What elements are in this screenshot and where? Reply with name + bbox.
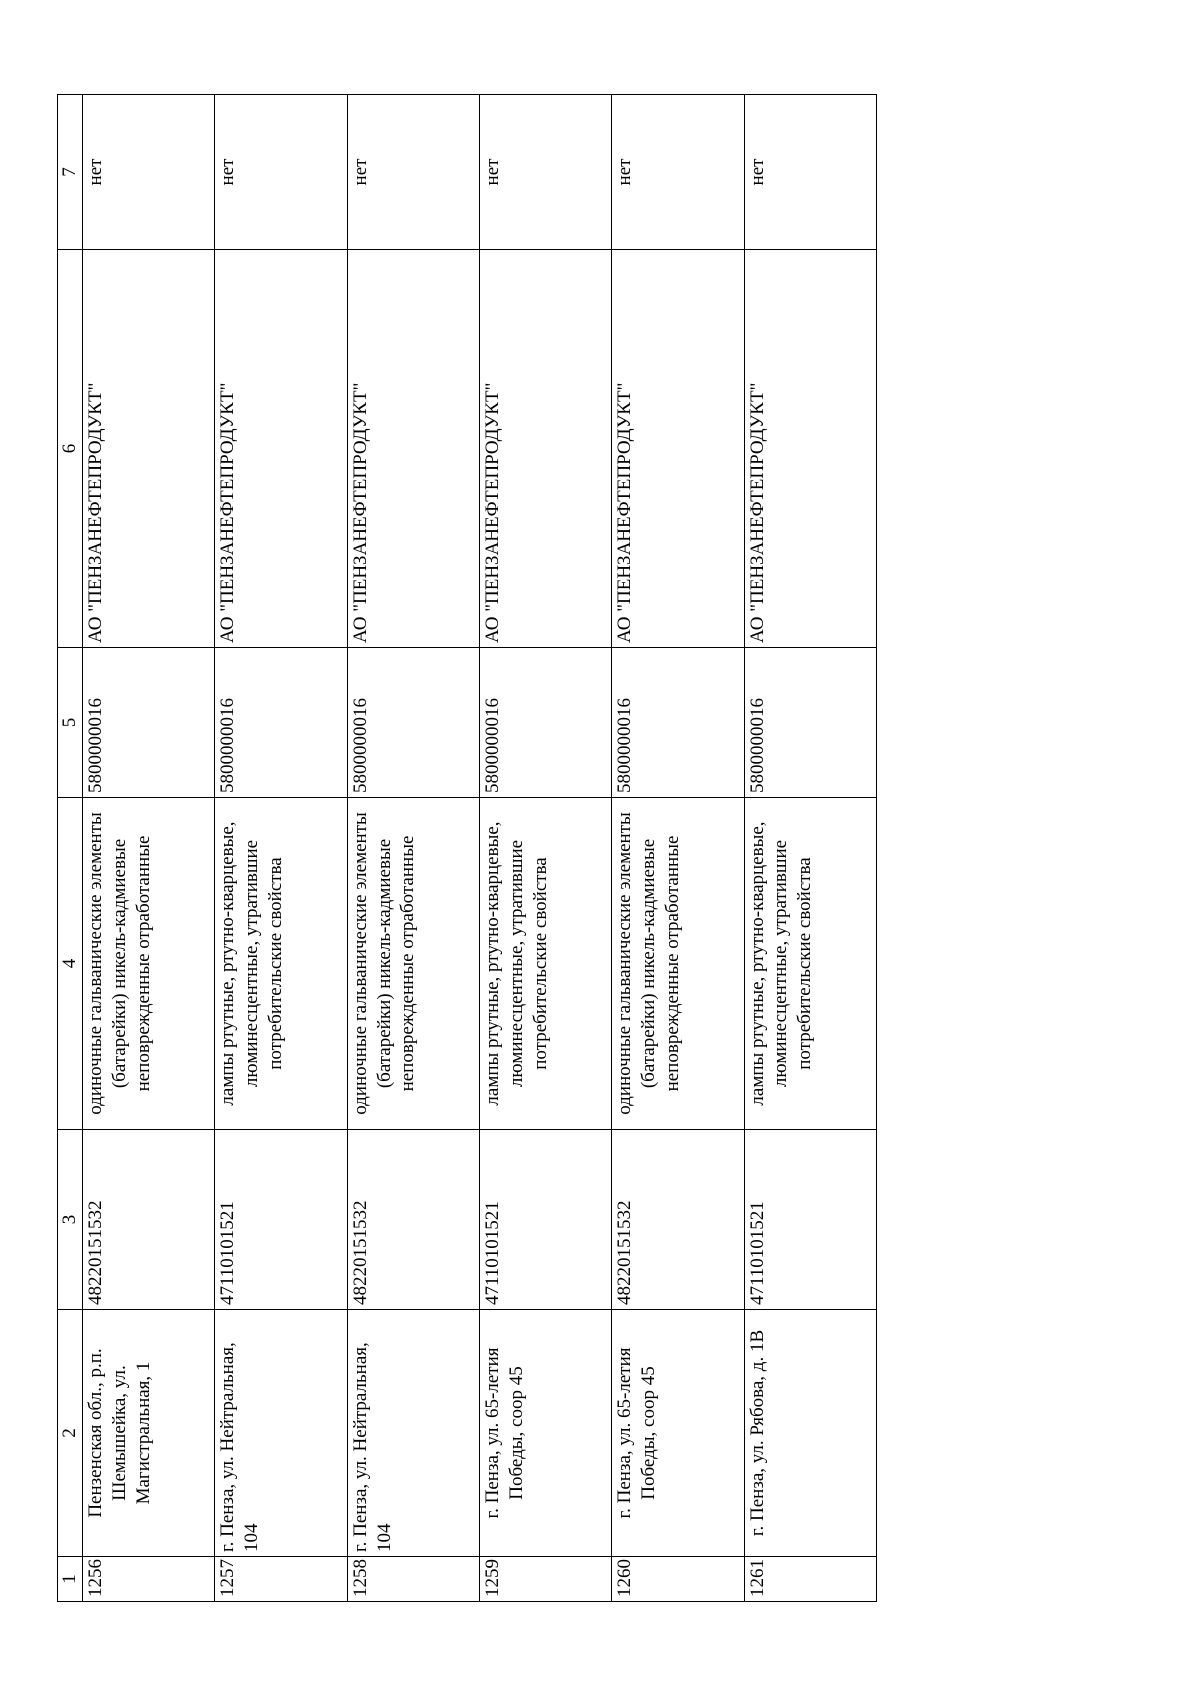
- organization-cell: АО "ПЕНЗАНЕФТЕПРОДУКТ": [83, 250, 215, 648]
- inn-cell: 5800000016: [480, 648, 612, 798]
- flag-cell: нет: [480, 95, 612, 250]
- address-cell: г. Пенза, ул. Рябова, д. 1В: [744, 1310, 876, 1557]
- row-number: 1260: [612, 1557, 744, 1602]
- waste-code-cell: 47110101521: [480, 1130, 612, 1310]
- registry-table: [57, 94, 877, 1602]
- waste-name-cell: одиночные гальванические элементы (батарейки) никель-кадмиевые неповрежденные отработанные: [612, 798, 744, 1130]
- organization-cell: АО "ПЕНЗАНЕФТЕПРОДУКТ": [744, 250, 876, 648]
- waste-code-cell: 48220151532: [347, 1130, 479, 1310]
- waste-code-cell: 47110101521: [215, 1130, 347, 1310]
- waste-name-cell: одиночные гальванические элементы (батарейки) никель-кадмиевые неповрежденные отработанные: [83, 798, 215, 1130]
- address-cell: г. Пенза, ул. 65-летия Победы, соор 45: [480, 1310, 612, 1557]
- table-header-row: [58, 95, 83, 1602]
- column-header: 1: [58, 1557, 83, 1602]
- address-cell: г. Пенза, ул. Нейтральная, 104: [215, 1310, 347, 1557]
- table-row: [215, 95, 347, 1602]
- organization-cell: АО "ПЕНЗАНЕФТЕПРОДУКТ": [347, 250, 479, 648]
- column-header: 2: [58, 1310, 83, 1557]
- row-number: 1257: [215, 1557, 347, 1602]
- organization-cell: АО "ПЕНЗАНЕФТЕПРОДУКТ": [215, 250, 347, 648]
- table-row: [612, 95, 744, 1602]
- waste-code-cell: 47110101521: [744, 1130, 876, 1310]
- flag-cell: нет: [347, 95, 479, 250]
- waste-name-cell: лампы ртутные, ртутно-кварцевые, люминесцентные, утратившие потребительские свойства: [480, 798, 612, 1130]
- column-header: 6: [58, 250, 83, 648]
- inn-cell: 5800000016: [744, 648, 876, 798]
- inn-cell: 5800000016: [83, 648, 215, 798]
- row-number: 1258: [347, 1557, 479, 1602]
- address-cell: г. Пенза, ул. 65-летия Победы, соор 45: [612, 1310, 744, 1557]
- column-header: 7: [58, 95, 83, 250]
- waste-name-cell: лампы ртутные, ртутно-кварцевые, люминесцентные, утратившие потребительские свойства: [215, 798, 347, 1130]
- address-cell: г. Пенза, ул. Нейтральная, 104: [347, 1310, 479, 1557]
- table-row: [347, 95, 479, 1602]
- waste-code-cell: 48220151532: [612, 1130, 744, 1310]
- table-row: [480, 95, 612, 1602]
- flag-cell: нет: [83, 95, 215, 250]
- organization-cell: АО "ПЕНЗАНЕФТЕПРОДУКТ": [612, 250, 744, 648]
- flag-cell: нет: [215, 95, 347, 250]
- column-header: 4: [58, 798, 83, 1130]
- inn-cell: 5800000016: [612, 648, 744, 798]
- inn-cell: 5800000016: [347, 648, 479, 798]
- address-cell: Пензенская обл., р.п. Шемышейка, ул. Магистральная, 1: [83, 1310, 215, 1557]
- waste-name-cell: одиночные гальванические элементы (батарейки) никель-кадмиевые неповрежденные отработанные: [347, 798, 479, 1130]
- flag-cell: нет: [612, 95, 744, 250]
- row-number: 1261: [744, 1557, 876, 1602]
- column-header: 5: [58, 648, 83, 798]
- row-number: 1259: [480, 1557, 612, 1602]
- row-number: 1256: [83, 1557, 215, 1602]
- waste-name-cell: лампы ртутные, ртутно-кварцевые, люминесцентные, утратившие потребительские свойства: [744, 798, 876, 1130]
- table-row: [744, 95, 876, 1602]
- column-header: 3: [58, 1130, 83, 1310]
- table-row: [83, 95, 215, 1602]
- waste-code-cell: 48220151532: [83, 1130, 215, 1310]
- flag-cell: нет: [744, 95, 876, 250]
- organization-cell: АО "ПЕНЗАНЕФТЕПРОДУКТ": [480, 250, 612, 648]
- inn-cell: 5800000016: [215, 648, 347, 798]
